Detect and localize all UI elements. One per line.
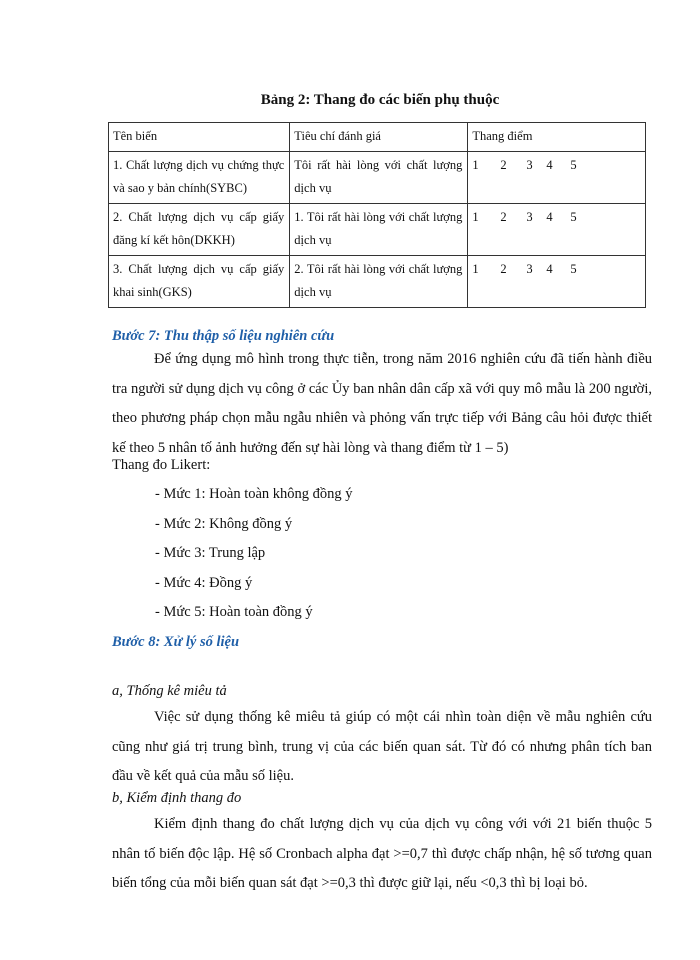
- paragraph-a: [112, 703, 652, 792]
- row-variable: 1. Chất lượng dịch vụ chứng thực và sao y bản chính(SYBC): [109, 152, 290, 204]
- scale-value: 2: [500, 210, 507, 224]
- header-scale: Thang điểm: [468, 123, 646, 152]
- table-caption: Bảng 2: Thang đo các biến phụ thuộc: [260, 92, 500, 108]
- list-item: - Mức 2: Không đồng ý: [155, 515, 293, 532]
- scale-value: 4: [546, 262, 553, 276]
- table-row: [109, 152, 646, 204]
- scale-value: 5: [570, 262, 577, 276]
- header-criterion: Tiêu chí đánh giá: [290, 123, 468, 152]
- paragraph-b-text: Kiểm định thang đo chất lượng dịch vụ của dịch vụ công với với 21 biến thuộc 5 nhân tố biến độc lập. Hệ số Cronbach alpha đạt >=0,7 thì được chấp nhận, hệ số tương quan biến tổng của mỗi biến quan sát đạt >=0,3 thì được giữ lại, nếu <0,3 thì bị loại bỏ.: [112, 816, 652, 891]
- step7-paragraph-text: Để ứng dụng mô hình trong thực tiễn, trong năm 2016 nghiên cứu đã tiến hành điều tra người sử dụng dịch vụ công ở các Ủy ban nhân dân cấp xã với quy mô mẫu là 200 người, theo phương pháp chọn mẫu ngẫu nhiên và phỏng vấn trực tiếp với Bảng câu hỏi được thiết kế theo 5 nhân tố ảnh hưởng đến sự hài lòng và thang điểm từ 1 – 5): [112, 351, 652, 456]
- scale-value: 2: [500, 262, 507, 276]
- scale-value: 5: [570, 158, 577, 172]
- row-scale: [468, 204, 646, 256]
- row-variable: 3. Chất lượng dịch vụ cấp giấy khai sinh(GKS): [109, 256, 290, 308]
- paragraph-b: [112, 810, 652, 899]
- scale-value: 1: [472, 210, 479, 224]
- scale-value: 4: [546, 158, 553, 172]
- list-item: - Mức 4: Đồng ý: [155, 574, 253, 591]
- row-criterion: 1. Tôi rất hài lòng với chất lượng dịch vụ: [290, 204, 468, 256]
- table-row: [109, 256, 646, 308]
- table-header-row: [109, 123, 646, 152]
- table-row: [109, 204, 646, 256]
- row-variable: 2. Chất lượng dịch vụ cấp giấy đăng kí kết hôn(DKKH): [109, 204, 290, 256]
- row-scale: [468, 256, 646, 308]
- likert-levels-list: [155, 480, 353, 628]
- scale-value: 2: [500, 158, 507, 172]
- row-scale: [468, 152, 646, 204]
- likert-intro: Thang đo Likert:: [112, 457, 211, 473]
- subheading-a: a, Thống kê miêu tả: [112, 683, 227, 699]
- scale-value: 5: [570, 210, 577, 224]
- row-criterion: Tôi rất hài lòng với chất lượng dịch vụ: [290, 152, 468, 204]
- list-item: - Mức 5: Hoàn toàn đồng ý: [155, 604, 313, 620]
- scale-value: 1: [472, 158, 479, 172]
- paragraph-a-text: Việc sử dụng thống kê miêu tả giúp có một cái nhìn toàn diện về mẫu nghiên cứu cũng như giá trị trung bình, trung vị của các biến quan sát. Từ đó có nhưng phân tích ban đầu về kết quả của mẫu số liệu.: [112, 709, 652, 784]
- step8-heading: Bước 8: Xử lý số liệu: [112, 634, 240, 650]
- header-variable: Tên biến: [109, 123, 290, 152]
- scale-value: 4: [546, 210, 553, 224]
- row-criterion: 2. Tôi rất hài lòng với chất lượng dịch vụ: [290, 256, 468, 308]
- list-item: - Mức 1: Hoàn toàn không đồng ý: [155, 486, 353, 502]
- scale-value: 3: [526, 210, 533, 224]
- list-item: - Mức 3: Trung lập: [155, 545, 266, 561]
- step7-paragraph: [112, 345, 652, 463]
- scale-value: 3: [526, 262, 533, 276]
- scale-value: 3: [526, 158, 533, 172]
- dependent-variables-table: [108, 122, 646, 308]
- subheading-b: b, Kiểm định thang đo: [112, 790, 242, 806]
- scale-value: 1: [472, 262, 479, 276]
- step7-heading: Bước 7: Thu thập số liệu nghiên cứu: [112, 328, 335, 344]
